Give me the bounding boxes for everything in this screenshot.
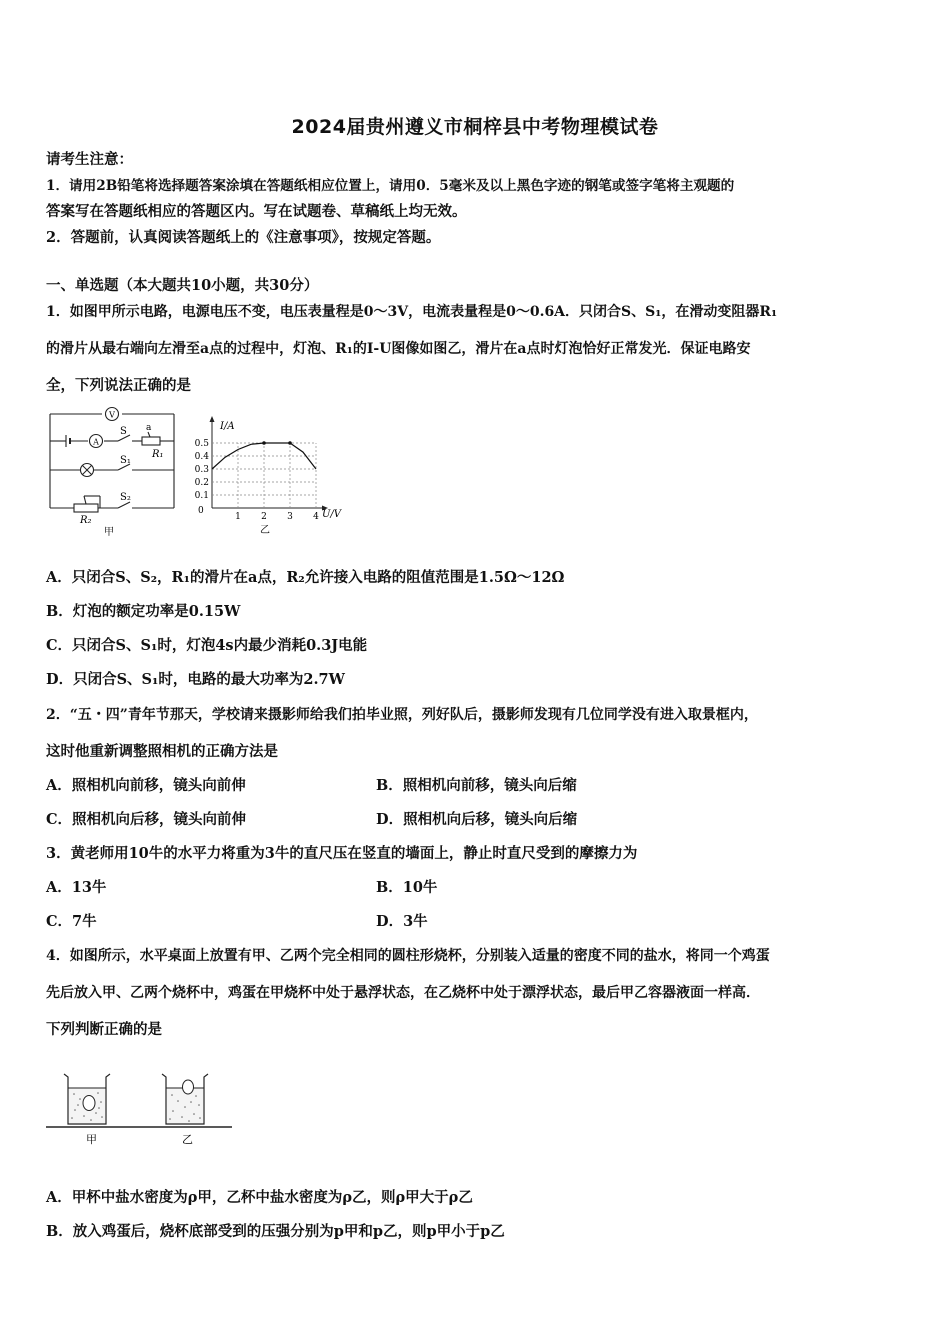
switch-s-label: S (120, 426, 127, 437)
q1-option-d: D．只闭合S、S₁时，电路的最大功率为2.7W (46, 671, 345, 688)
q1-line3: 全，下列说法正确的是 (46, 377, 191, 394)
q1-line2: 的滑片从最右端向左滑至a点的过程中，灯泡、R₁的I-U图像如图乙，滑片在a点时灯泡恰好正常发光．保证电路安 (46, 341, 751, 357)
x-tick-label: 2 (261, 512, 267, 522)
q4-option-a: A．甲杯中盐水密度为ρ甲，乙杯中盐水密度为ρ乙，则ρ甲大于ρ乙 (46, 1189, 473, 1206)
q3-option-a: A．13牛 (46, 879, 107, 896)
section-heading: 一、单选题（本大题共10小题，共30分） (46, 277, 319, 294)
iu-graph (184, 412, 354, 540)
x-tick-label: 3 (287, 512, 293, 522)
data-point (288, 441, 292, 445)
beaker-right (162, 1074, 208, 1124)
q1-line1: 1．如图甲所示电路，电源电压不变，电压表量程是0～3V，电流表量程是0～0.6A．只闭合S、S₁，在滑动变阻器R₁ (46, 304, 778, 320)
q3-option-d: D．3牛 (376, 913, 428, 930)
q4-option-b: B．放入鸡蛋后，烧杯底部受到的压强分别为p甲和p乙，则p甲小于p乙 (46, 1223, 505, 1240)
notice-item1-line1: 1．请用2B铅笔将选择题答案涂填在答题纸相应位置上，请用0．5毫米及以上黑色字迹的钢笔或签字笔将主观题的 (46, 178, 735, 194)
beaker-left-caption: 甲 (86, 1133, 97, 1146)
q3-line1: 3．黄老师用10牛的水平力将重为3牛的直尺压在竖直的墙面上，静止时直尺受到的摩擦力为 (46, 845, 638, 862)
r2-label: R₂ (80, 515, 92, 526)
y-tick-label: 0.4 (194, 452, 209, 462)
r1-label: R₁ (152, 449, 164, 460)
q1-option-b: B．灯泡的额定功率是0.15W (46, 603, 241, 620)
x-tick-label: 4 (313, 512, 319, 522)
page-title: 2024届贵州遵义市桐梓县中考物理模试卷 (291, 116, 659, 138)
q4-line1: 4．如图所示，水平桌面上放置有甲、乙两个完全相同的圆柱形烧杯，分别装入适量的密度不同的盐水，将同一个鸡蛋 (46, 948, 770, 964)
q3-option-c: C．7牛 (46, 913, 97, 930)
q2-line2: 这时他重新调整照相机的正确方法是 (46, 743, 278, 760)
circuit-diagram (44, 404, 184, 538)
switch-s1-label: S₁ (120, 455, 131, 466)
beaker-right-caption: 乙 (182, 1133, 193, 1146)
y-tick-label: 0.5 (194, 439, 209, 449)
q2-option-d: D．照相机向后移，镜头向后缩 (376, 811, 578, 828)
lamp-icon (81, 464, 94, 477)
egg-left-icon (83, 1096, 95, 1111)
q4-line3: 下列判断正确的是 (46, 1021, 162, 1038)
q3-option-b: B．10牛 (376, 879, 438, 896)
x-tick-label: 1 (235, 512, 241, 522)
q2-option-a: A．照相机向前移，镜头向前伸 (46, 777, 246, 794)
x-axis-label: U/V (322, 509, 342, 520)
circuit-caption: 甲 (104, 527, 114, 538)
y-tick-label: 0.3 (194, 465, 209, 475)
beakers-figure (44, 1066, 236, 1148)
q2-option-c: C．照相机向后移，镜头向前伸 (46, 811, 247, 828)
graph-caption: 乙 (260, 525, 270, 536)
voltmeter-label: V (109, 410, 115, 420)
ammeter-label: A (93, 437, 99, 447)
slider-a-label: a (146, 423, 152, 433)
q4-line2: 先后放入甲、乙两个烧杯中，鸡蛋在甲烧杯中处于悬浮状态，在乙烧杯中处于漂浮状态，最后甲乙容器液面一样高． (46, 985, 760, 1001)
switch-s2-label: S₂ (120, 492, 131, 503)
notice-heading: 请考生注意： (46, 151, 133, 168)
notice-item2: 2．答题前，认真阅读答题纸上的《注意事项》，按规定答题。 (46, 229, 441, 246)
notice-item1-line2: 答案写在答题纸相应的答题区内。写在试题卷、草稿纸上均无效。 (46, 203, 467, 220)
data-point (262, 441, 266, 445)
q1-option-a: A．只闭合S、S₂，R₁的滑片在a点，R₂允许接入电路的阻值范围是1.5Ω～12Ω (46, 569, 565, 586)
egg-right-icon (183, 1080, 194, 1094)
y-axis-label: I/A (220, 421, 235, 432)
beaker-left (64, 1074, 110, 1124)
q2-option-b: B．照相机向前移，镜头向后缩 (376, 777, 577, 794)
q2-line1: 2．“五・四”青年节那天，学校请来摄影师给我们拍毕业照，列好队后，摄影师发现有几位同学没有进入取景框内， (46, 707, 758, 723)
origin-label: 0 (198, 506, 204, 516)
q1-option-c: C．只闭合S、S₁时，灯泡4s内最少消耗0.3J电能 (46, 637, 368, 654)
y-tick-label: 0.1 (194, 491, 209, 501)
y-tick-label: 0.2 (194, 478, 209, 488)
